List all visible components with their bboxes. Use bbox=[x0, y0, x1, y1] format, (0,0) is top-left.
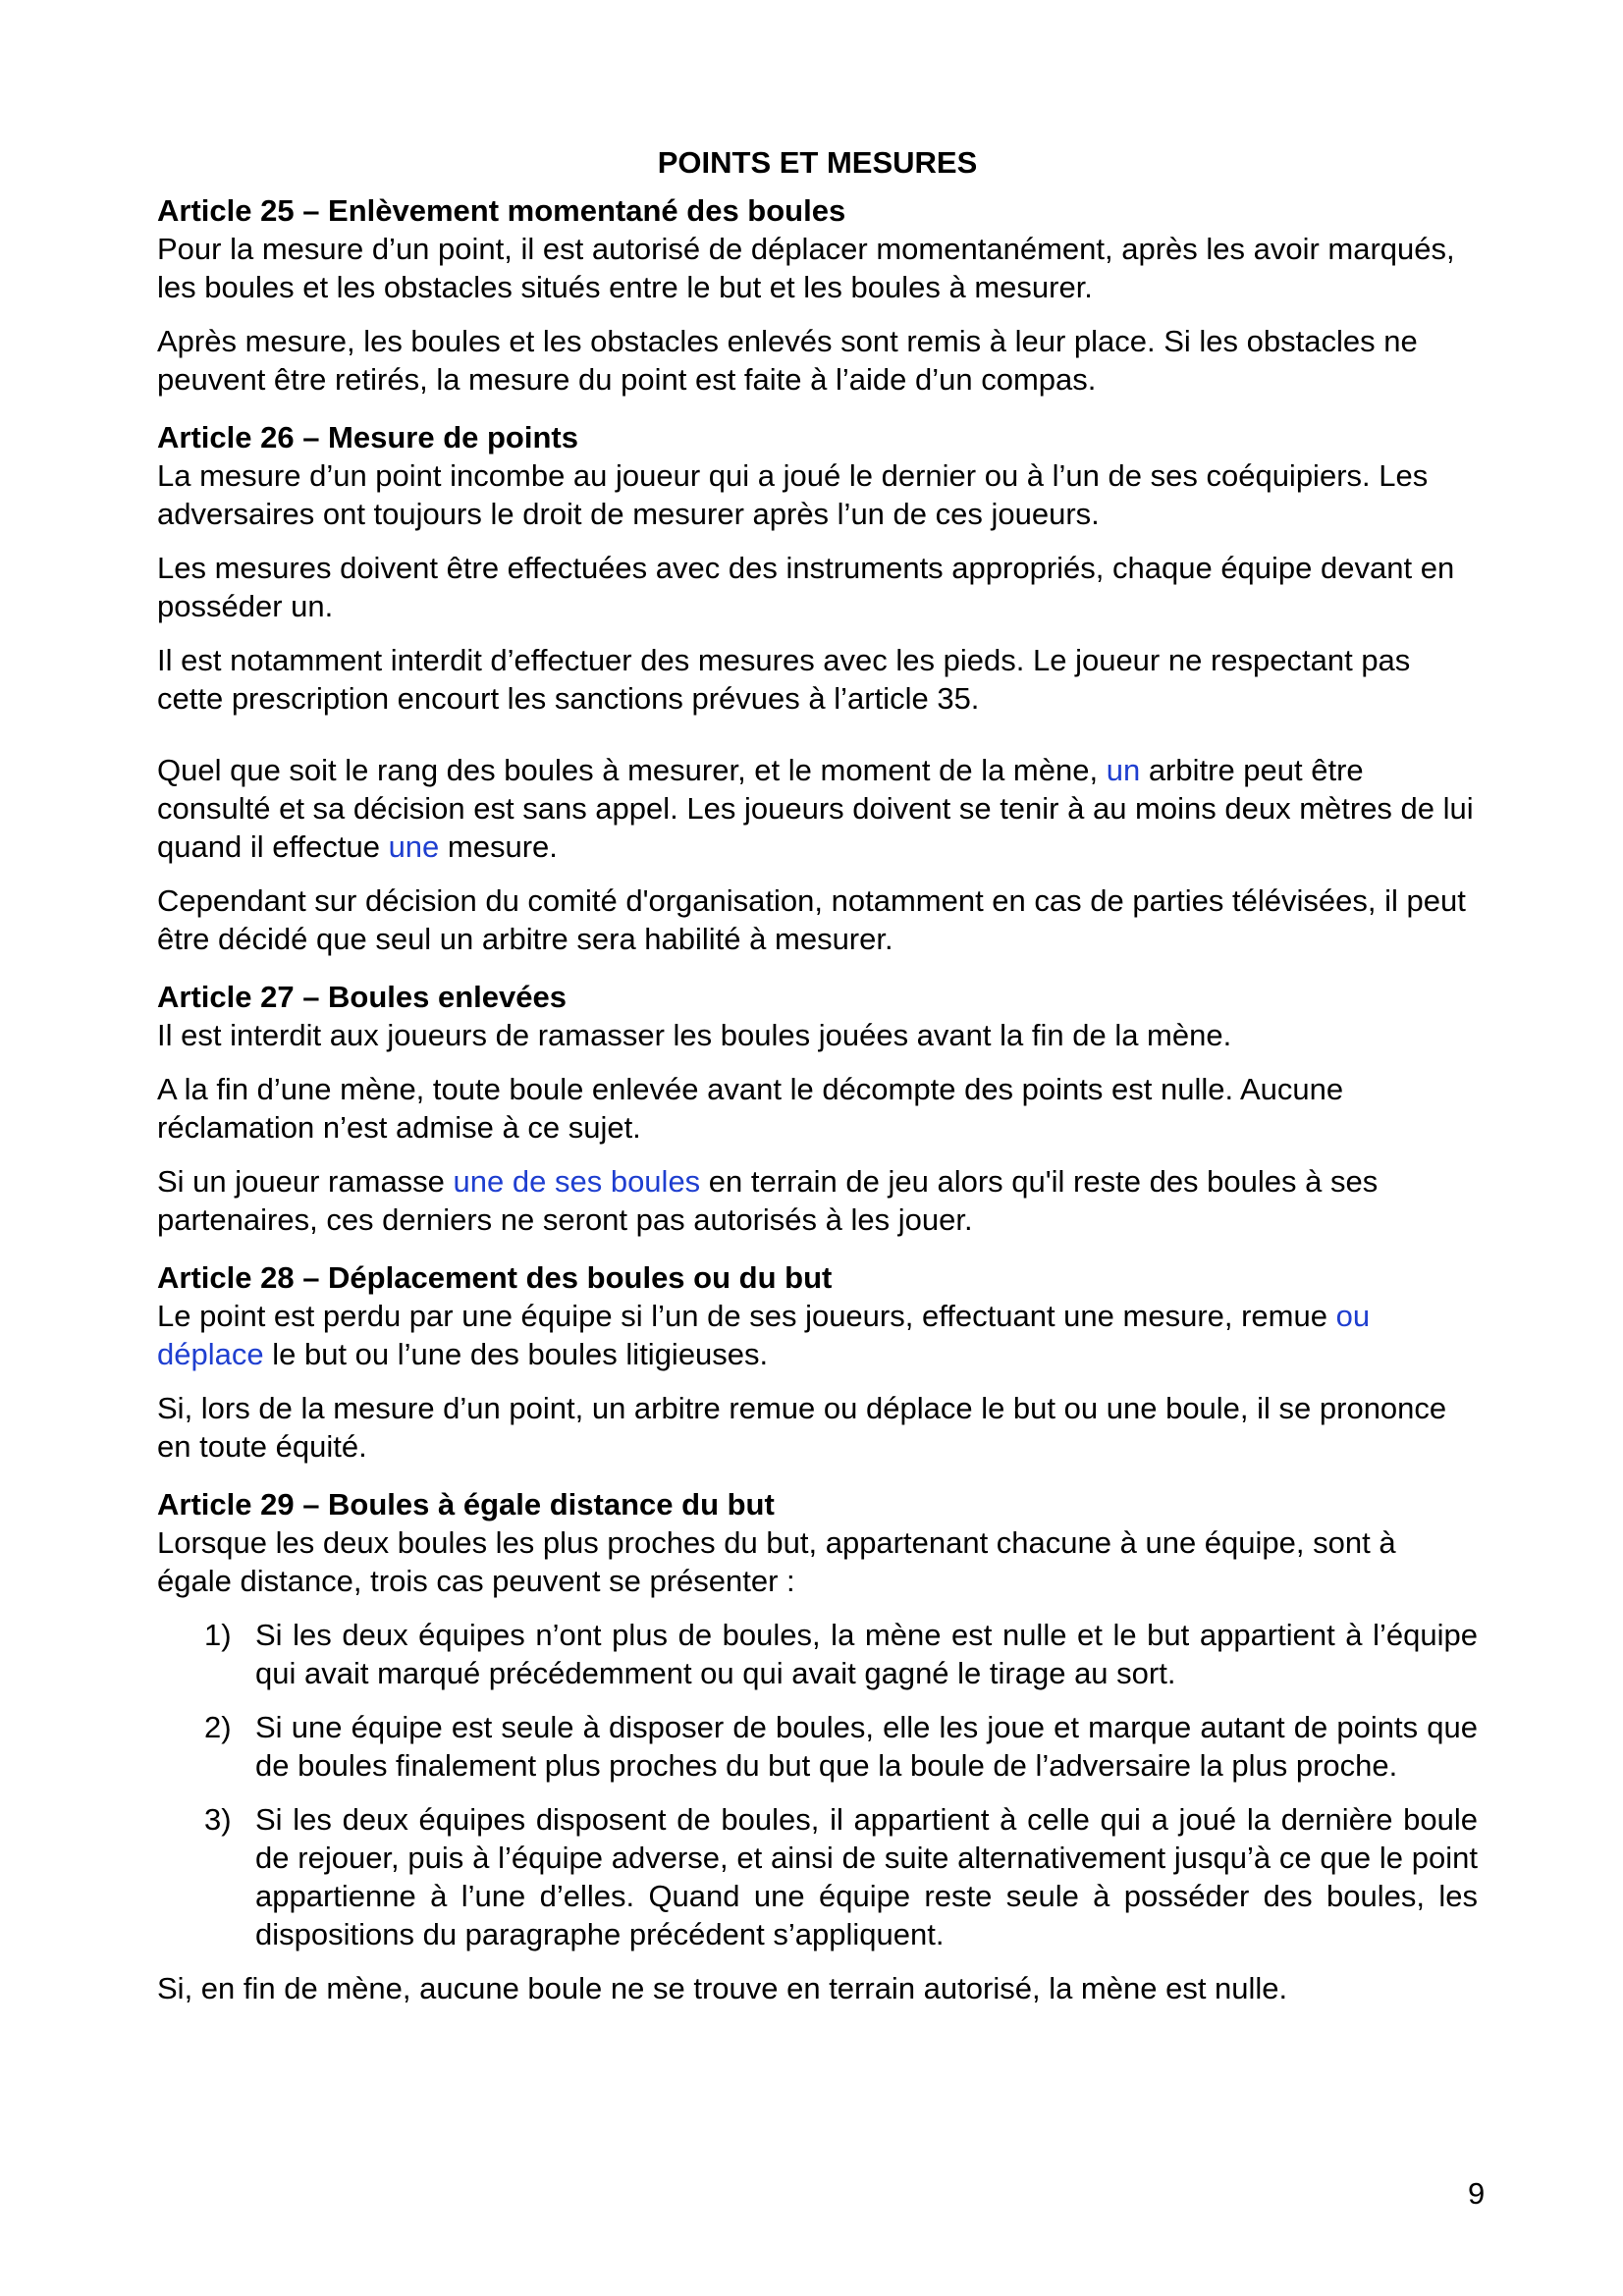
highlighted-text: ou déplace bbox=[157, 1299, 1371, 1371]
article-28 bbox=[157, 1258, 1478, 1466]
highlighted-text: une bbox=[388, 829, 440, 864]
list-item bbox=[157, 1616, 1478, 1692]
text-span: mesure. bbox=[439, 829, 558, 864]
paragraph bbox=[157, 1162, 1478, 1239]
paragraph: Il est notamment interdit d’effectuer des mesures avec les pieds. Le joueur ne respectant pas cette prescription encourt les sanctions prévues à l’article 35. bbox=[157, 643, 1411, 716]
article-25 bbox=[157, 191, 1478, 399]
paragraph: La mesure d’un point incombe au joueur qui a joué le dernier ou à l’un de ses coéquipiers. Les adversaires ont toujours le droit de mesurer après l’un de ces joueurs. bbox=[157, 458, 1429, 531]
list-item bbox=[157, 1708, 1478, 1785]
paragraph bbox=[157, 1297, 1478, 1373]
article-29 bbox=[157, 1485, 1478, 2007]
list-text: Si les deux équipes n’ont plus de boules, la mène est nulle et le but appartient à l’équipe qui avait marqué précédemment ou qui avait gagné le tirage au sort. bbox=[255, 1618, 1478, 1690]
text-span: Le point est perdu par une équipe si l’un de ses joueurs, effectuant une mesure, remue bbox=[157, 1299, 1336, 1333]
paragraph: A la fin d’une mène, toute boule enlevée avant le décompte des points est nulle. Aucune réclamation n’est admise à ce sujet. bbox=[157, 1072, 1344, 1145]
paragraph: Il est interdit aux joueurs de ramasser les boules jouées avant la fin de la mène. bbox=[157, 1018, 1232, 1052]
text-span: Quel que soit le rang des boules à mesurer, et le moment de la mène, bbox=[157, 753, 1107, 787]
highlighted-text: une de ses boules bbox=[453, 1164, 701, 1199]
text-span: en terrain de jeu alors qu'il reste des boules à ses partenaires, ces derniers ne seront pas autorisés à les jouer. bbox=[157, 1164, 1379, 1237]
list-item bbox=[157, 1800, 1478, 1953]
article-heading: Article 26 – Mesure de points bbox=[157, 420, 578, 454]
article-heading: Article 29 – Boules à égale distance du but bbox=[157, 1487, 775, 1522]
list-number: 3) bbox=[204, 1802, 232, 1837]
text-span: arbitre peut être consulté et sa décision est sans appel. Les joueurs doivent se tenir à au moins deux mètres de lui quand il effectue bbox=[157, 753, 1474, 864]
paragraph bbox=[157, 751, 1478, 866]
paragraph: Pour la mesure d’un point, il est autorisé de déplacer momentanément, après les avoir marqués, les boules et les obstacles situés entre le but et les boules à mesurer. bbox=[157, 232, 1455, 304]
list-text: Si une équipe est seule à disposer de boules, elle les joue et marque autant de points que de boules finalement plus proches du but que la boule de l’adversaire la plus proche. bbox=[255, 1710, 1478, 1783]
text-span: le but ou l’une des boules litigieuses. bbox=[263, 1337, 769, 1371]
paragraph: Après mesure, les boules et les obstacles enlevés sont remis à leur place. Si les obstacles ne peuvent être retirés, la mesure du point est faite à l’aide d’un compas. bbox=[157, 324, 1418, 397]
page-title: POINTS ET MESURES bbox=[657, 145, 978, 180]
article-heading: Article 25 – Enlèvement momentané des boules bbox=[157, 193, 846, 228]
highlighted-text: un bbox=[1106, 753, 1141, 787]
article-26 bbox=[157, 418, 1478, 958]
paragraph: Si, lors de la mesure d’un point, un arbitre remue ou déplace le but ou une boule, il se prononce en toute équité. bbox=[157, 1391, 1447, 1464]
text-span: Si un joueur ramasse bbox=[157, 1164, 454, 1199]
article-heading: Article 28 – Déplacement des boules ou du but bbox=[157, 1260, 833, 1295]
list-number: 1) bbox=[204, 1618, 232, 1652]
article-27 bbox=[157, 978, 1478, 1239]
list-number: 2) bbox=[204, 1710, 232, 1744]
article-heading: Article 27 – Boules enlevées bbox=[157, 980, 568, 1014]
paragraph: Cependant sur décision du comité d'organisation, notamment en cas de parties télévisées, il peut être décidé que seul un arbitre sera habilité à mesurer. bbox=[157, 883, 1466, 956]
paragraph: Les mesures doivent être effectuées avec des instruments appropriés, chaque équipe devant en posséder un. bbox=[157, 551, 1455, 623]
paragraph: Lorsque les deux boules les plus proches du but, appartenant chacune à une équipe, sont à égale distance, trois cas peuvent se présenter : bbox=[157, 1525, 1396, 1598]
paragraph: Si, en fin de mène, aucune boule ne se trouve en terrain autorisé, la mène est nulle. bbox=[157, 1971, 1288, 2005]
list-text: Si les deux équipes disposent de boules, il appartient à celle qui a joué la dernière boule de rejouer, puis à l’équipe adverse, et ainsi de suite alternativement jusqu’à ce que le point appartienne à l’une d’elles. Quand une équipe reste seule à posséder des boules, les dispositions du paragraphe précédent s’appliquent. bbox=[255, 1802, 1478, 1951]
page-number: 9 bbox=[1468, 2176, 1486, 2211]
case-list bbox=[157, 1616, 1478, 1953]
